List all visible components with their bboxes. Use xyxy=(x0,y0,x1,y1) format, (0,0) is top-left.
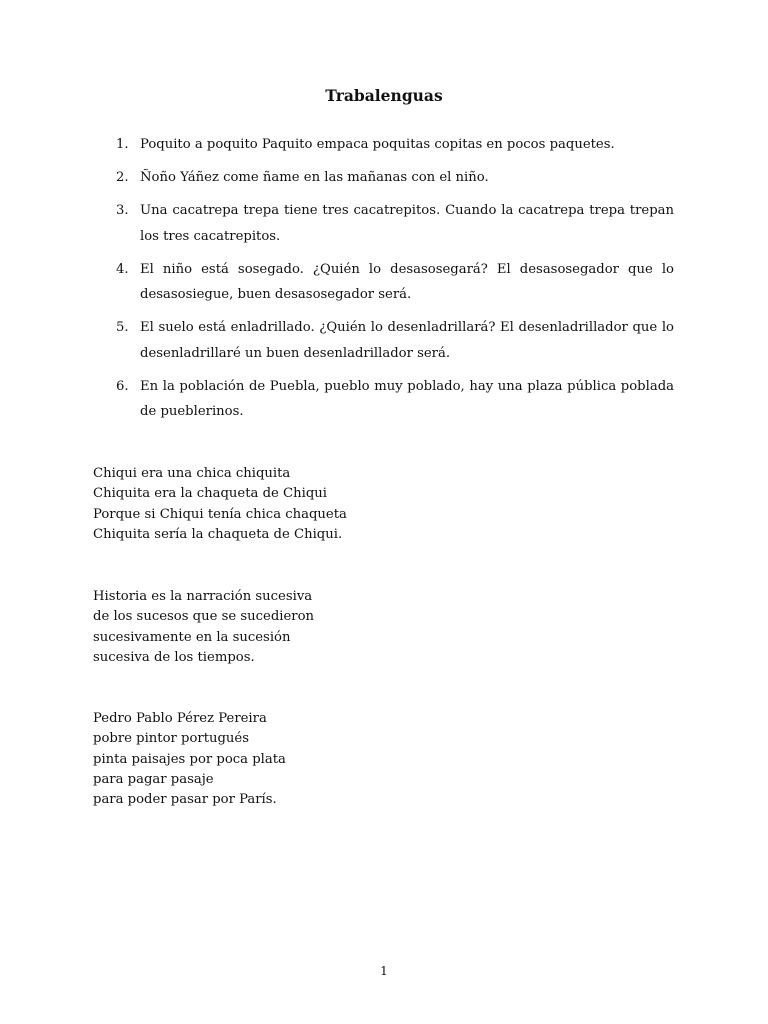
poem-line: para pagar pasaje xyxy=(93,771,214,787)
poem-line: Chiquita sería la chaqueta de Chiqui. xyxy=(93,526,343,542)
poem-historia xyxy=(93,587,493,668)
list-item xyxy=(94,165,674,191)
list-item-number: 5. xyxy=(116,320,129,335)
list-item-text: Una cacatrepa trepa tiene tres cacatrepitos. Cuando la cacatrepa trepa trepan los tres cacatrepitos. xyxy=(140,203,674,244)
poem-line: para poder pasar por París. xyxy=(93,792,277,808)
poem-line: de los sucesos que se sucedieron xyxy=(93,609,315,625)
list-item xyxy=(94,132,674,158)
poem-line: sucesiva de los tiempos. xyxy=(93,649,255,665)
tongue-twister-list xyxy=(94,132,674,432)
poem-line: pinta paisajes por poca plata xyxy=(93,751,286,767)
poem-line: Chiquita era la chaqueta de Chiqui xyxy=(93,486,327,502)
list-item xyxy=(94,315,674,366)
poem-line: pobre pintor portugués xyxy=(93,731,249,747)
list-item-number: 6. xyxy=(116,378,129,394)
poem-line: Historia es la narración sucesiva xyxy=(93,589,313,604)
list-item-number: 4. xyxy=(116,261,129,277)
poem-line: Chiqui era una chica chiquita xyxy=(93,466,291,481)
list-item-number: 1. xyxy=(116,137,129,152)
list-item-text: Poquito a poquito Paquito empaca poquitas copitas en pocos paquetes. xyxy=(140,137,615,152)
poem-chiqui xyxy=(93,464,493,545)
poem-line: Porque si Chiqui tenía chica chaqueta xyxy=(93,506,347,522)
list-item-text: Ñoño Yáñez come ñame en las mañanas con el niño. xyxy=(140,170,489,185)
list-item-number: 3. xyxy=(116,203,129,218)
list-item-text: El niño está sosegado. ¿Quién lo desasosegará? El desasosegador que lo desasosiegue, buen desasosegador será. xyxy=(140,261,674,302)
list-item-text: El suelo está enladrillado. ¿Quién lo desenladrillará? El desenladrillador que lo desenladrillaré un buen desenladrillador será. xyxy=(140,320,674,361)
poem-pedro-pablo xyxy=(93,709,493,810)
list-item xyxy=(94,198,674,249)
list-item-number: 2. xyxy=(116,170,129,185)
list-item xyxy=(94,374,674,425)
page-number: 1 xyxy=(380,964,388,978)
poem-line: Pedro Pablo Pérez Pereira xyxy=(93,711,267,726)
list-item-text: En la población de Puebla, pueblo muy poblado, hay una plaza pública poblada de pueblerinos. xyxy=(140,378,674,419)
page-title: Trabalenguas xyxy=(325,86,443,105)
list-item xyxy=(94,257,674,308)
poem-line: sucesivamente en la sucesión xyxy=(93,629,291,645)
